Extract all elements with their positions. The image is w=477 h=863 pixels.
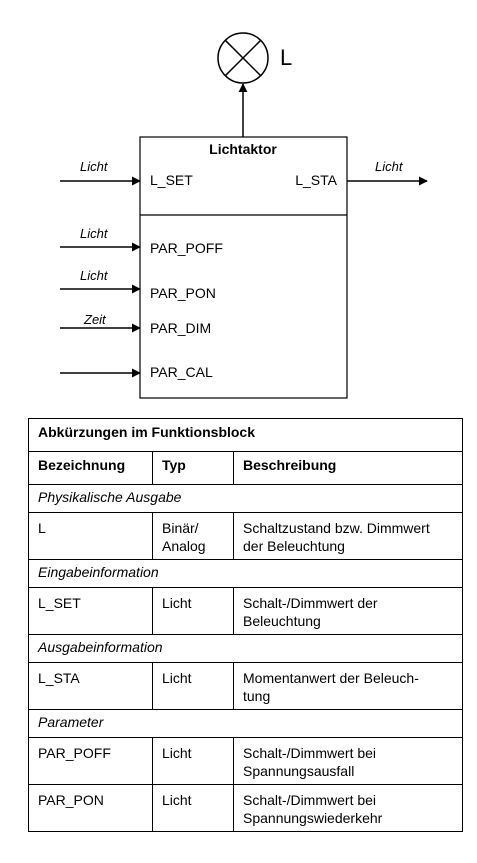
abbreviation-table bbox=[28, 418, 463, 832]
header-description: Beschreibung bbox=[234, 452, 463, 485]
table-row bbox=[29, 785, 463, 832]
port-label-par-cal: PAR_CAL bbox=[150, 364, 213, 380]
lamp-icon bbox=[218, 33, 268, 83]
port-label-par-poff: PAR_POFF bbox=[150, 240, 223, 256]
output-signal-label-l-sta: Licht bbox=[375, 159, 403, 174]
cell-description: Schaltzustand bzw. Dimmwert der Beleuchtung bbox=[234, 513, 463, 560]
cell-description: Momentanwert der Beleuch- tung bbox=[234, 663, 463, 710]
port-label-l-sta: L_STA bbox=[295, 172, 337, 188]
table-row bbox=[29, 738, 463, 785]
cell-description: Schalt-/Dimmwert der Beleuchtung bbox=[234, 588, 463, 635]
lamp-label: L bbox=[280, 45, 293, 70]
port-label-par-dim: PAR_DIM bbox=[150, 320, 212, 336]
cell-type: Binär/ Analog bbox=[153, 513, 234, 560]
cell-description: Schalt-/Dimmwert bei Spannungsausfall bbox=[234, 738, 463, 785]
section-heading: Eingabeinformation bbox=[29, 560, 463, 588]
input-signal-label-par-pon: Licht bbox=[80, 268, 108, 283]
cell-type: Licht bbox=[153, 785, 234, 832]
header-name: Bezeichnung bbox=[29, 452, 153, 485]
section-heading: Physikalische Ausgabe bbox=[29, 485, 463, 513]
cell-type: Licht bbox=[153, 663, 234, 710]
cell-name: L_SET bbox=[29, 588, 153, 635]
port-label-par-pon: PAR_PON bbox=[150, 285, 216, 301]
input-signal-label-l-set: Licht bbox=[80, 159, 108, 174]
cell-type: Licht bbox=[153, 588, 234, 635]
cell-name: L bbox=[29, 513, 153, 560]
input-signal-label-par-dim: Zeit bbox=[84, 312, 106, 327]
cell-name: L_STA bbox=[29, 663, 153, 710]
section-heading: Ausgabeinformation bbox=[29, 635, 463, 663]
table-title: Abkürzungen im Funktionsblock bbox=[29, 419, 463, 452]
input-signal-label-par-poff: Licht bbox=[80, 226, 108, 241]
table-row bbox=[29, 513, 463, 560]
cell-name: PAR_PON bbox=[29, 785, 153, 832]
header-type: Typ bbox=[153, 452, 234, 485]
block-title: Lichtaktor bbox=[209, 141, 277, 157]
function-block-diagram bbox=[0, 0, 477, 410]
table-row bbox=[29, 588, 463, 635]
table-row bbox=[29, 663, 463, 710]
cell-description: Schalt-/Dimmwert bei Spannungswiederkehr bbox=[234, 785, 463, 832]
cell-name: PAR_POFF bbox=[29, 738, 153, 785]
port-label-l-set: L_SET bbox=[150, 172, 193, 188]
cell-type: Licht bbox=[153, 738, 234, 785]
section-heading: Parameter bbox=[29, 710, 463, 738]
